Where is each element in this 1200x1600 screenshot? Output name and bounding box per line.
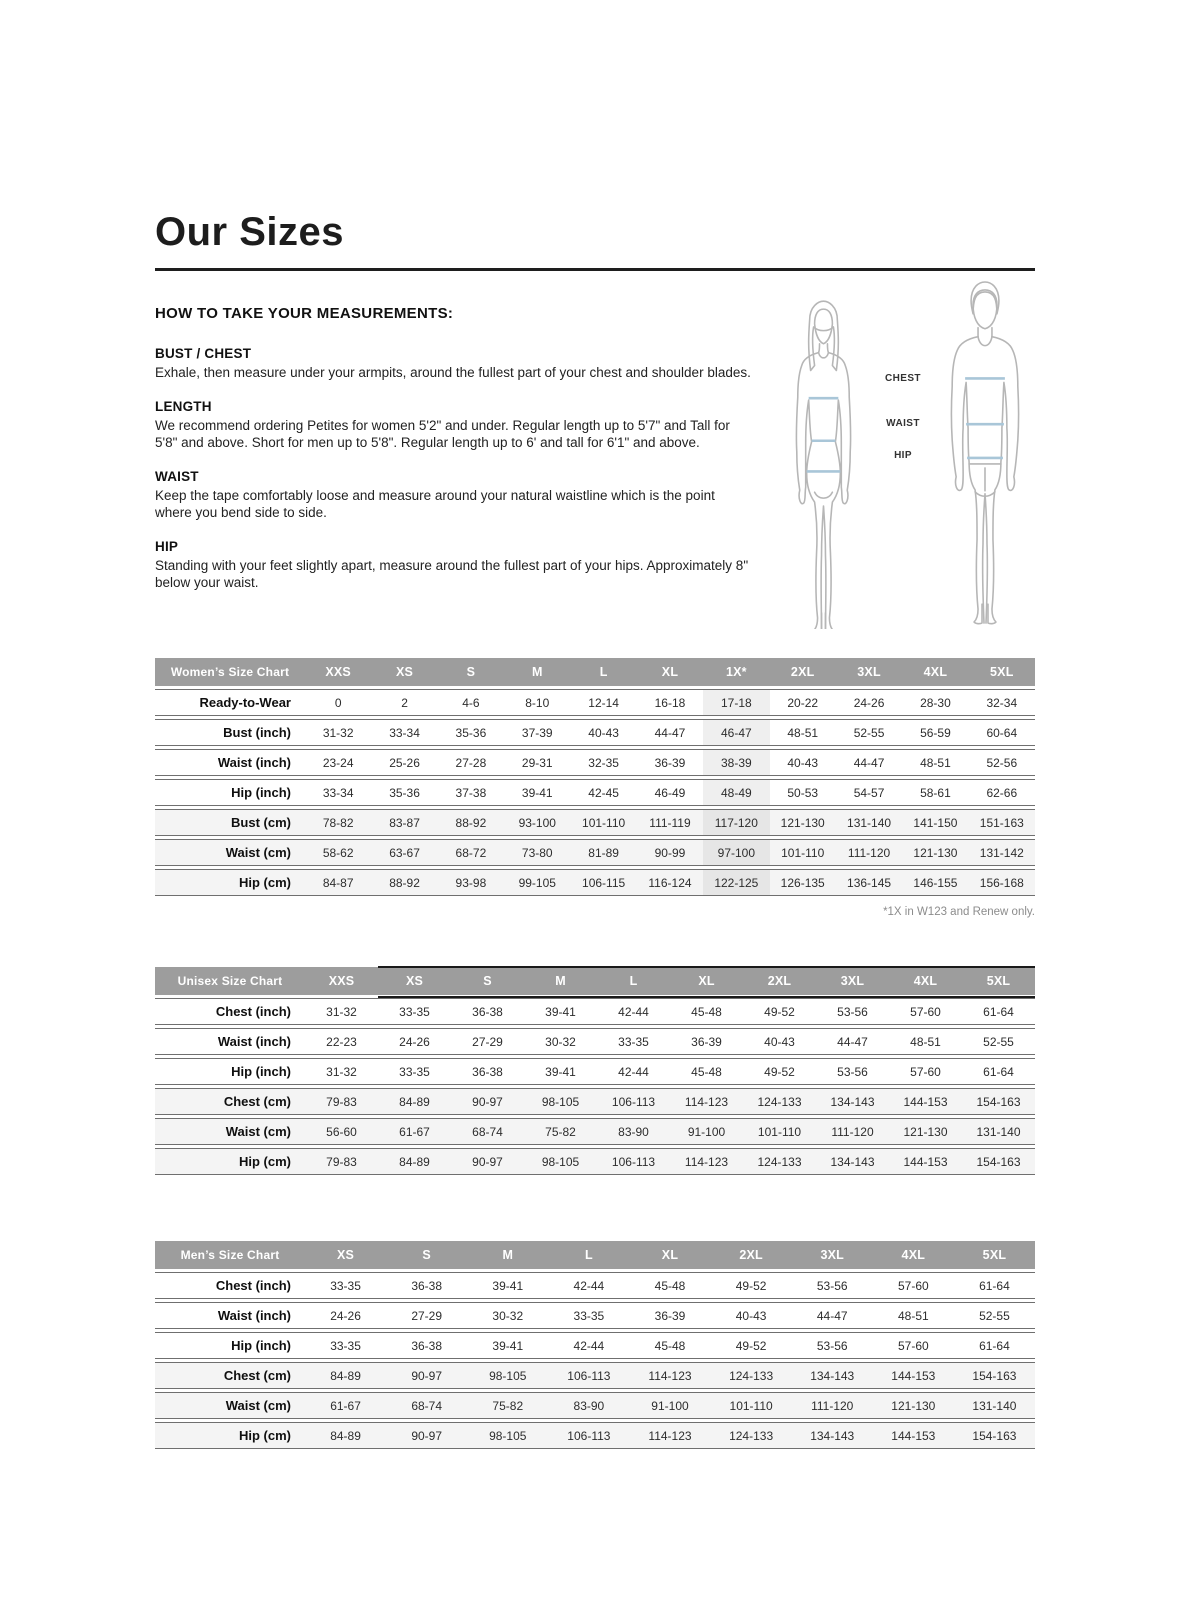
size-value: 49-52 xyxy=(743,1058,816,1085)
size-value: 61-67 xyxy=(305,1392,386,1419)
size-value: 68-74 xyxy=(386,1392,467,1419)
size-value: 60-64 xyxy=(969,719,1035,746)
size-value: 54-57 xyxy=(836,779,902,806)
size-value: 98-105 xyxy=(524,1088,597,1115)
waist-heading: WAIST xyxy=(155,468,199,484)
size-value: 61-64 xyxy=(954,1272,1035,1299)
size-value: 78-82 xyxy=(305,809,371,836)
size-value: 121-130 xyxy=(889,1118,962,1145)
size-value: 12-14 xyxy=(570,689,636,716)
size-value: 57-60 xyxy=(889,998,962,1025)
size-value: 116-124 xyxy=(637,869,703,896)
size-value: 98-105 xyxy=(467,1422,548,1449)
size-value: 154-163 xyxy=(962,1088,1035,1115)
row-label: Waist (inch) xyxy=(155,1028,305,1055)
size-value: 114-123 xyxy=(670,1088,743,1115)
size-value: 111-120 xyxy=(836,839,902,866)
row-label: Hip (cm) xyxy=(155,869,305,896)
size-value: 52-55 xyxy=(954,1302,1035,1329)
size-value: 144-153 xyxy=(889,1148,962,1175)
size-value: 23-24 xyxy=(305,749,371,776)
size-row xyxy=(155,1362,1035,1389)
size-value: 126-135 xyxy=(770,869,836,896)
size-value: 40-43 xyxy=(743,1028,816,1055)
size-value: 24-26 xyxy=(305,1302,386,1329)
page-title: Our Sizes xyxy=(155,210,345,254)
size-value: 79-83 xyxy=(305,1088,378,1115)
size-value: 45-48 xyxy=(629,1332,710,1359)
size-value: 111-119 xyxy=(637,809,703,836)
size-value: 27-29 xyxy=(451,1028,524,1055)
size-value: 33-35 xyxy=(378,998,451,1025)
size-value: 122-125 xyxy=(703,869,769,896)
size-row xyxy=(155,779,1035,806)
size-value: 101-110 xyxy=(770,839,836,866)
size-value: 93-100 xyxy=(504,809,570,836)
size-value: 24-26 xyxy=(836,689,902,716)
size-value: 84-89 xyxy=(305,1422,386,1449)
size-value: 68-74 xyxy=(451,1118,524,1145)
size-value: 114-123 xyxy=(629,1422,710,1449)
size-value: 101-110 xyxy=(570,809,636,836)
size-value: 111-120 xyxy=(792,1392,873,1419)
size-row xyxy=(155,1028,1035,1055)
size-value: 44-47 xyxy=(836,749,902,776)
size-value: 22-23 xyxy=(305,1028,378,1055)
size-column-header: XL xyxy=(637,658,703,686)
size-value: 88-92 xyxy=(438,809,504,836)
size-value: 61-64 xyxy=(954,1332,1035,1359)
chest-label: CHEST xyxy=(885,373,921,384)
size-value: 61-64 xyxy=(962,998,1035,1025)
size-value: 98-105 xyxy=(524,1148,597,1175)
size-column-header: 1X* xyxy=(703,658,769,686)
size-column-header: 4XL xyxy=(902,658,968,686)
size-column-header: 2XL xyxy=(711,1241,792,1269)
size-value: 134-143 xyxy=(816,1088,889,1115)
size-column-header: XXS xyxy=(305,967,378,995)
size-value: 101-110 xyxy=(743,1118,816,1145)
size-value: 40-43 xyxy=(570,719,636,746)
size-value: 154-163 xyxy=(954,1422,1035,1449)
size-value: 144-153 xyxy=(873,1422,954,1449)
size-value: 28-30 xyxy=(902,689,968,716)
size-value: 20-22 xyxy=(770,689,836,716)
size-column-header: 2XL xyxy=(770,658,836,686)
size-value: 131-140 xyxy=(962,1118,1035,1145)
size-value: 84-89 xyxy=(305,1362,386,1389)
size-value: 27-28 xyxy=(438,749,504,776)
size-value: 33-35 xyxy=(378,1058,451,1085)
hip-section xyxy=(155,539,755,592)
size-value: 36-39 xyxy=(629,1302,710,1329)
size-column-header: XL xyxy=(629,1241,710,1269)
size-row xyxy=(155,839,1035,866)
size-row xyxy=(155,1392,1035,1419)
row-label: Waist (cm) xyxy=(155,839,305,866)
figure-measure-labels xyxy=(871,277,935,629)
size-column-header: S xyxy=(386,1241,467,1269)
row-label: Waist (cm) xyxy=(155,1392,305,1419)
size-value: 90-97 xyxy=(386,1362,467,1389)
size-value: 84-87 xyxy=(305,869,371,896)
size-value: 44-47 xyxy=(637,719,703,746)
size-value: 131-142 xyxy=(969,839,1035,866)
size-value: 52-55 xyxy=(962,1028,1035,1055)
size-value: 52-56 xyxy=(969,749,1035,776)
womens-chart-footnote: *1X in W123 and Renew only. xyxy=(883,906,1035,918)
size-value: 117-120 xyxy=(703,809,769,836)
row-label: Chest (inch) xyxy=(155,998,305,1025)
size-row xyxy=(155,1332,1035,1359)
size-value: 53-56 xyxy=(816,1058,889,1085)
size-value: 24-26 xyxy=(378,1028,451,1055)
size-value: 61-67 xyxy=(378,1118,451,1145)
size-column-header: XS xyxy=(305,1241,386,1269)
size-value: 91-100 xyxy=(670,1118,743,1145)
size-column-header: 5XL xyxy=(962,967,1035,995)
size-value: 33-35 xyxy=(305,1272,386,1299)
size-value: 79-83 xyxy=(305,1148,378,1175)
size-value: 144-153 xyxy=(889,1088,962,1115)
size-value: 68-72 xyxy=(438,839,504,866)
size-row xyxy=(155,1118,1035,1145)
size-value: 146-155 xyxy=(902,869,968,896)
size-value: 97-100 xyxy=(703,839,769,866)
size-value: 52-55 xyxy=(836,719,902,746)
size-value: 106-113 xyxy=(548,1422,629,1449)
size-value: 61-64 xyxy=(962,1058,1035,1085)
size-column-header: 3XL xyxy=(836,658,902,686)
size-value: 124-133 xyxy=(743,1148,816,1175)
size-value: 136-145 xyxy=(836,869,902,896)
size-value: 33-34 xyxy=(371,719,437,746)
size-value: 90-97 xyxy=(451,1148,524,1175)
row-label: Waist (cm) xyxy=(155,1118,305,1145)
row-label: Bust (inch) xyxy=(155,719,305,746)
size-row xyxy=(155,689,1035,716)
unisex-size-chart-section xyxy=(155,964,1035,1178)
size-value: 40-43 xyxy=(770,749,836,776)
size-value: 134-143 xyxy=(792,1422,873,1449)
size-value: 44-47 xyxy=(816,1028,889,1055)
unisex-header-bottom-rule xyxy=(378,996,1035,998)
size-value: 57-60 xyxy=(889,1058,962,1085)
size-value: 36-38 xyxy=(451,1058,524,1085)
size-value: 49-52 xyxy=(711,1332,792,1359)
size-value: 124-133 xyxy=(711,1422,792,1449)
woman-figure-icon xyxy=(776,296,871,629)
measurement-instructions xyxy=(155,305,755,609)
size-value: 32-34 xyxy=(969,689,1035,716)
size-row xyxy=(155,1272,1035,1299)
size-value: 48-51 xyxy=(889,1028,962,1055)
size-value: 16-18 xyxy=(637,689,703,716)
size-value: 75-82 xyxy=(524,1118,597,1145)
mens-size-chart-section xyxy=(155,1238,1035,1452)
hip-body: Standing with your feet slightly apart, measure around the fullest part of your hips. Approximately 8" below your waist. xyxy=(155,557,749,591)
size-value: 33-34 xyxy=(305,779,371,806)
size-value: 37-39 xyxy=(504,719,570,746)
size-row xyxy=(155,809,1035,836)
length-body: We recommend ordering Petites for women 5'2" and under. Regular length up to 5'7" and Tall for 5'8" and above. Short for men up to 5'8". Regular length up to 6' and tall for 6'1" and above. xyxy=(155,417,730,451)
unisex-header-top-rule xyxy=(378,966,1035,968)
size-value: 48-51 xyxy=(873,1302,954,1329)
size-value: 88-92 xyxy=(371,869,437,896)
size-value: 36-38 xyxy=(386,1332,467,1359)
size-value: 27-29 xyxy=(386,1302,467,1329)
waist-section xyxy=(155,469,755,522)
row-label: Hip (inch) xyxy=(155,779,305,806)
size-value: 84-89 xyxy=(378,1088,451,1115)
size-column-header: 5XL xyxy=(969,658,1035,686)
size-value: 39-41 xyxy=(524,1058,597,1085)
size-value: 38-39 xyxy=(703,749,769,776)
size-value: 93-98 xyxy=(438,869,504,896)
size-value: 37-38 xyxy=(438,779,504,806)
size-value: 141-150 xyxy=(902,809,968,836)
size-value: 58-61 xyxy=(902,779,968,806)
size-row xyxy=(155,749,1035,776)
size-value: 91-100 xyxy=(629,1392,710,1419)
size-value: 42-44 xyxy=(548,1332,629,1359)
size-value: 111-120 xyxy=(816,1118,889,1145)
title-divider xyxy=(155,268,1035,271)
size-value: 42-44 xyxy=(597,998,670,1025)
size-column-header: M xyxy=(524,967,597,995)
size-value: 57-60 xyxy=(873,1332,954,1359)
size-row xyxy=(155,869,1035,896)
row-label: Waist (inch) xyxy=(155,749,305,776)
mens-size-chart-table xyxy=(155,1238,1035,1452)
size-value: 56-60 xyxy=(305,1118,378,1145)
size-value: 42-44 xyxy=(548,1272,629,1299)
size-row xyxy=(155,998,1035,1025)
size-value: 134-143 xyxy=(792,1362,873,1389)
size-value: 49-52 xyxy=(743,998,816,1025)
size-value: 151-163 xyxy=(969,809,1035,836)
size-value: 45-48 xyxy=(629,1272,710,1299)
size-value: 131-140 xyxy=(954,1392,1035,1419)
size-value: 30-32 xyxy=(467,1302,548,1329)
size-value: 58-62 xyxy=(305,839,371,866)
size-value: 84-89 xyxy=(378,1148,451,1175)
size-value: 32-35 xyxy=(570,749,636,776)
size-value: 83-90 xyxy=(548,1392,629,1419)
size-value: 48-51 xyxy=(770,719,836,746)
size-value: 99-105 xyxy=(504,869,570,896)
chart-title: Women’s Size Chart xyxy=(155,658,305,686)
size-value: 134-143 xyxy=(816,1148,889,1175)
size-value: 2 xyxy=(371,689,437,716)
size-value: 90-97 xyxy=(386,1422,467,1449)
size-column-header: 2XL xyxy=(743,967,816,995)
measurements-section xyxy=(155,305,1035,629)
size-value: 131-140 xyxy=(836,809,902,836)
measurement-figures xyxy=(755,277,1035,629)
size-value: 57-60 xyxy=(873,1272,954,1299)
row-label: Chest (cm) xyxy=(155,1088,305,1115)
size-value: 124-133 xyxy=(711,1362,792,1389)
size-value: 35-36 xyxy=(438,719,504,746)
chart-title: Men’s Size Chart xyxy=(155,1241,305,1269)
bust-chest-section xyxy=(155,346,755,382)
size-row xyxy=(155,1058,1035,1085)
size-value: 31-32 xyxy=(305,1058,378,1085)
size-value: 62-66 xyxy=(969,779,1035,806)
length-section xyxy=(155,399,755,452)
row-label: Chest (inch) xyxy=(155,1272,305,1299)
row-label: Hip (cm) xyxy=(155,1422,305,1449)
size-value: 8-10 xyxy=(504,689,570,716)
size-value: 106-113 xyxy=(597,1088,670,1115)
hip-heading: HIP xyxy=(155,538,179,554)
row-label: Waist (inch) xyxy=(155,1302,305,1329)
size-value: 46-49 xyxy=(637,779,703,806)
size-value: 98-105 xyxy=(467,1362,548,1389)
hip-label: HIP xyxy=(894,450,912,461)
size-row xyxy=(155,1302,1035,1329)
size-value: 31-32 xyxy=(305,998,378,1025)
size-row xyxy=(155,1148,1035,1175)
size-value: 49-52 xyxy=(711,1272,792,1299)
size-value: 35-36 xyxy=(371,779,437,806)
size-value: 39-41 xyxy=(504,779,570,806)
size-column-header: S xyxy=(438,658,504,686)
size-value: 90-99 xyxy=(637,839,703,866)
row-label: Hip (cm) xyxy=(155,1148,305,1175)
size-value: 83-87 xyxy=(371,809,437,836)
size-value: 106-113 xyxy=(548,1362,629,1389)
size-value: 0 xyxy=(305,689,371,716)
size-value: 124-133 xyxy=(743,1088,816,1115)
size-value: 154-163 xyxy=(954,1362,1035,1389)
howto-heading: HOW TO TAKE YOUR MEASUREMENTS: xyxy=(155,305,454,322)
size-value: 154-163 xyxy=(962,1148,1035,1175)
size-value: 114-123 xyxy=(670,1148,743,1175)
size-column-header: 4XL xyxy=(889,967,962,995)
size-value: 53-56 xyxy=(792,1272,873,1299)
size-value: 44-47 xyxy=(792,1302,873,1329)
size-value: 121-130 xyxy=(873,1392,954,1419)
size-value: 63-67 xyxy=(371,839,437,866)
size-row xyxy=(155,1088,1035,1115)
row-label: Hip (inch) xyxy=(155,1058,305,1085)
size-value: 73-80 xyxy=(504,839,570,866)
length-heading: LENGTH xyxy=(155,398,212,414)
size-value: 31-32 xyxy=(305,719,371,746)
size-column-header: M xyxy=(467,1241,548,1269)
size-value: 36-39 xyxy=(670,1028,743,1055)
man-figure-icon xyxy=(935,279,1035,629)
size-value: 40-43 xyxy=(711,1302,792,1329)
size-value: 42-45 xyxy=(570,779,636,806)
size-value: 144-153 xyxy=(873,1362,954,1389)
size-value: 121-130 xyxy=(902,839,968,866)
size-value: 81-89 xyxy=(570,839,636,866)
size-value: 33-35 xyxy=(305,1332,386,1359)
size-column-header: M xyxy=(504,658,570,686)
size-value: 42-44 xyxy=(597,1058,670,1085)
bust-chest-body: Exhale, then measure under your armpits, around the fullest part of your chest and shoulder blades. xyxy=(155,365,751,380)
row-label: Chest (cm) xyxy=(155,1362,305,1389)
size-value: 48-49 xyxy=(703,779,769,806)
size-value: 53-56 xyxy=(816,998,889,1025)
size-column-header: L xyxy=(548,1241,629,1269)
womens-size-chart-table xyxy=(155,655,1035,899)
size-column-header: 3XL xyxy=(816,967,889,995)
waist-label: WAIST xyxy=(886,418,920,429)
size-value: 83-90 xyxy=(597,1118,670,1145)
size-column-header: XL xyxy=(670,967,743,995)
size-value: 50-53 xyxy=(770,779,836,806)
size-value: 39-41 xyxy=(524,998,597,1025)
size-value: 106-113 xyxy=(597,1148,670,1175)
size-value: 33-35 xyxy=(597,1028,670,1055)
size-column-header: 3XL xyxy=(792,1241,873,1269)
size-value: 4-6 xyxy=(438,689,504,716)
size-value: 121-130 xyxy=(770,809,836,836)
size-row xyxy=(155,719,1035,746)
womens-size-chart-section xyxy=(155,655,1035,918)
size-column-header: XS xyxy=(378,967,451,995)
chart-title: Unisex Size Chart xyxy=(155,967,305,995)
size-value: 29-31 xyxy=(504,749,570,776)
size-value: 90-97 xyxy=(451,1088,524,1115)
bust-chest-heading: BUST / CHEST xyxy=(155,346,252,361)
size-column-header: XS xyxy=(371,658,437,686)
size-value: 36-38 xyxy=(386,1272,467,1299)
size-value: 36-38 xyxy=(451,998,524,1025)
size-value: 48-51 xyxy=(902,749,968,776)
size-value: 75-82 xyxy=(467,1392,548,1419)
size-value: 46-47 xyxy=(703,719,769,746)
size-column-header: 5XL xyxy=(954,1241,1035,1269)
size-value: 101-110 xyxy=(711,1392,792,1419)
size-column-header: S xyxy=(451,967,524,995)
size-column-header: L xyxy=(570,658,636,686)
row-label: Ready-to-Wear xyxy=(155,689,305,716)
size-value: 36-39 xyxy=(637,749,703,776)
size-value: 39-41 xyxy=(467,1272,548,1299)
size-value: 17-18 xyxy=(703,689,769,716)
size-value: 53-56 xyxy=(792,1332,873,1359)
row-label: Bust (cm) xyxy=(155,809,305,836)
size-value: 106-115 xyxy=(570,869,636,896)
size-value: 33-35 xyxy=(548,1302,629,1329)
size-value: 114-123 xyxy=(629,1362,710,1389)
size-value: 56-59 xyxy=(902,719,968,746)
size-column-header: L xyxy=(597,967,670,995)
waist-body: Keep the tape comfortably loose and measure around your natural waistline which is the point where you bend side to side. xyxy=(155,487,715,521)
size-value: 39-41 xyxy=(467,1332,548,1359)
size-value: 45-48 xyxy=(670,998,743,1025)
size-column-header: XXS xyxy=(305,658,371,686)
size-value: 156-168 xyxy=(969,869,1035,896)
row-label: Hip (inch) xyxy=(155,1332,305,1359)
size-value: 30-32 xyxy=(524,1028,597,1055)
size-value: 45-48 xyxy=(670,1058,743,1085)
size-row xyxy=(155,1422,1035,1449)
size-value: 25-26 xyxy=(371,749,437,776)
size-column-header: 4XL xyxy=(873,1241,954,1269)
